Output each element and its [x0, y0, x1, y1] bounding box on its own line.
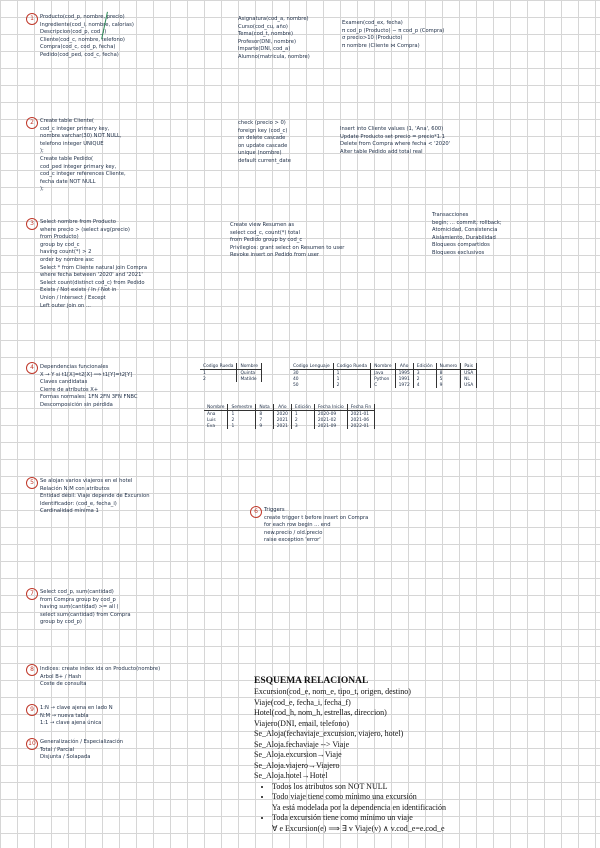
section-number-6: 6 — [250, 506, 262, 518]
note-line: select cod_c, count(*) total — [230, 229, 300, 236]
schema-line: Se_Aloja.fechaviaje --> Viaje — [254, 739, 350, 749]
note-line: order by nombre asc — [40, 256, 94, 263]
note-line: Profesor(DNI, nombre) — [238, 38, 297, 45]
note-line: default current_date — [238, 157, 291, 164]
table-cell: Java — [371, 370, 395, 377]
note-line: Ingrediente(cod_i, nombre, calorias) — [40, 21, 134, 28]
table-cell: 2020-09 — [314, 411, 347, 418]
note-block-9 — [40, 705, 113, 728]
note-line: Bloqueos compartidos — [432, 242, 490, 249]
note-block-3c — [432, 212, 502, 258]
column-header: Edición — [413, 363, 436, 370]
note-line: Delete from Compra where fecha < '2020' — [340, 141, 451, 148]
table-cell: 2021-06 — [347, 417, 374, 423]
table-cell: 2021-02 — [314, 417, 347, 423]
table-cell: 2 — [291, 417, 314, 423]
note-line: Formas normales: 1FN 2FN 3FN FNBC — [40, 394, 138, 401]
table-cell: 1972 — [395, 382, 413, 388]
table-cell: USA — [461, 370, 477, 377]
schema-line: Se_Aloja.viajero→Viajero — [254, 760, 340, 770]
section-number-4: 4 — [26, 362, 38, 374]
table-cell: 3 — [291, 423, 314, 429]
note-block-3b — [230, 222, 344, 260]
note-line: ); — [40, 186, 44, 193]
column-header: Codigo Rueda — [333, 363, 370, 370]
note-block-2c — [340, 126, 450, 156]
note-block-1b — [238, 16, 310, 62]
note-line: Entidad débil: Viaje depende de Excursion — [40, 493, 150, 500]
schema-line: Excursion(cod_e, nom_e, tipo_t, origen, destino) — [254, 687, 411, 696]
table-row — [204, 423, 375, 429]
note-line: Cierre de atributos X+ — [40, 386, 99, 393]
note-block-8 — [40, 666, 160, 689]
note-line: Tema(cod_t, nombre) — [238, 31, 294, 38]
note-line: Claves candidatas — [40, 379, 88, 386]
table-cell: 30 — [290, 370, 333, 377]
note-line: Coste de consulta — [40, 681, 87, 688]
section-number-9: 9 — [26, 704, 38, 716]
note-line: π cod_p (Producto) − π cod_p (Compra) — [342, 27, 445, 34]
note-line: Aislamiento, Durabilidad — [432, 234, 496, 241]
note-line: Select count(distinct cod_c) from Pedido — [40, 279, 145, 286]
table-cell: 8 — [256, 411, 273, 418]
note-block-2 — [40, 118, 126, 194]
table-cell: 2 — [200, 376, 237, 382]
table-cell: 2021-09 — [314, 423, 347, 429]
note-block-7 — [40, 589, 131, 627]
note-line: Select cod_p, sum(cantidad) — [40, 589, 114, 595]
table-cell: Matilde — [237, 376, 261, 382]
note-line: from Compra group by cod_p — [40, 596, 116, 603]
table-cell: USA — [461, 382, 477, 388]
column-header: Fecha Inicio — [314, 404, 347, 411]
note-line: Transacciones — [432, 212, 469, 218]
note-line: nombre varchar(30) NOT NULL, — [40, 133, 122, 140]
note-line: Privilegios: grant select on Resumen to user — [230, 244, 345, 251]
note-line: Create view Resumen as — [230, 222, 295, 228]
note-block-4 — [40, 364, 137, 410]
note-line: Insert into Cliente values (1, 'Ana', 600) — [340, 126, 444, 132]
note-line: Alter table Pedido add total real — [340, 148, 423, 155]
note-block-10 — [40, 739, 123, 762]
table-cell: 2022-01 — [347, 423, 374, 429]
note-line: X → Y si t1[X]=t2[X] ⟹ t1[Y]=t2[Y] — [40, 371, 133, 378]
note-line: σ precio>10 (Producto) — [342, 35, 403, 42]
note-line: cod_c integer references Cliente, — [40, 171, 126, 178]
section-number-5: 5 — [26, 477, 38, 489]
table-cell: 7 — [256, 417, 273, 423]
section-number-7: 7 — [26, 588, 38, 600]
note-line: Producto(cod_p, nombre, precio) — [40, 14, 125, 20]
column-header: Numero — [436, 363, 460, 370]
table-cell: 2021-01 — [347, 411, 374, 418]
table-cell: 3 — [413, 370, 436, 377]
table-cell: 2021 — [273, 417, 291, 423]
note-line: telefono integer UNIQUE — [40, 140, 104, 147]
note-line: 1:N → clave ajena en lado N — [40, 705, 113, 711]
note-line: N:M → nueva tabla — [40, 712, 89, 719]
note-line: 1:1 → clave ajena única — [40, 720, 102, 727]
note-line: cod_c integer primary key, — [40, 125, 110, 132]
table-cell: 2 — [333, 382, 370, 388]
note-line: Asignatura(cod_a, nombre) — [238, 16, 309, 22]
note-line: Exists / Not exists / In / Not in — [40, 287, 117, 294]
note-line: Union / Intersect / Except — [40, 294, 106, 301]
note-line: Update Producto set precio = precio*1.1 — [340, 133, 445, 140]
note-line: check (precio > 0) — [238, 120, 286, 126]
note-block-1 — [40, 14, 134, 60]
note-block-5 — [40, 478, 150, 516]
note-line: Pedido(cod_ped, cod_c, fecha) — [40, 51, 119, 58]
table-ruedas — [200, 363, 262, 382]
table-cell: 1 — [333, 376, 370, 382]
table-notas — [204, 404, 375, 429]
table-cell: 2 — [413, 376, 436, 382]
column-header: Edición — [291, 404, 314, 411]
note-line: Compra(cod_c, cod_p, fecha) — [40, 44, 116, 51]
column-header: Nota — [256, 404, 273, 411]
table-cell: 1 — [333, 370, 370, 377]
note-line: group by cod_c — [40, 241, 80, 248]
section-number-3: 3 — [26, 218, 38, 230]
note-line: on update cascade — [238, 142, 288, 149]
table-cell: Eva — [204, 423, 228, 429]
column-header: Fecha Fin — [347, 404, 374, 411]
table-cell: 1991 — [395, 376, 413, 382]
list-item: Ya está modelada por la dependencia en identificación — [272, 802, 447, 812]
note-line: Disjunta / Solapada — [40, 754, 91, 761]
table-cell: 9 — [436, 382, 460, 388]
note-line: where precio > (select avg(precio) — [40, 226, 130, 233]
relational-schema — [254, 676, 594, 834]
table-cell: Quinta — [237, 370, 261, 377]
note-line: Select * from Cliente natural join Compra — [40, 264, 148, 271]
note-line: on delete cascade — [238, 135, 286, 142]
note-line: Imparte(DNI, cod_a) — [238, 46, 291, 53]
note-line: from Pedido group by cod_c — [230, 237, 303, 244]
note-line: new.precio / old.precio — [264, 529, 323, 536]
note-line: Revoke insert on Pedido from user — [230, 252, 320, 259]
note-line: group by cod_p) — [40, 619, 82, 626]
note-line: Cardinalidad mínima 1 — [40, 508, 99, 515]
constraints-list — [254, 782, 594, 835]
note-line: ); — [40, 148, 44, 155]
schema-line: Se_Aloja(fechaviaje_excursion, viajero, hotel) — [254, 729, 404, 738]
note-line: create trigger t before insert on Compra — [264, 514, 369, 521]
note-line: Examen(cod_ex, fecha) — [342, 20, 403, 26]
note-line: having sum(cantidad) >= all ( — [40, 604, 119, 611]
column-header: Codigo Rueda — [200, 363, 237, 370]
note-block-3 — [40, 219, 147, 310]
table-cell: C — [371, 382, 395, 388]
list-item: • Todo viaje tiene como mínimo una excursión — [272, 792, 594, 803]
section-number-2: 2 — [26, 117, 38, 129]
list-item: • Todos los atributos son NOT NULL — [272, 782, 594, 793]
list-item: • Toda excursión tiene como mínimo un viaje — [272, 813, 594, 824]
table-cell: 1995 — [395, 370, 413, 377]
note-line: π nombre (Cliente ⋈ Compra) — [342, 42, 420, 49]
schema-line: Hotel(cod_h, nom_h, estrellas, direccion) — [254, 708, 387, 717]
note-line: foreign key (cod_c) — [238, 127, 288, 134]
note-line: select sum(cantidad) from Compra — [40, 611, 131, 618]
note-line: Generalización / Especialización — [40, 739, 124, 745]
column-header: Nombre — [371, 363, 395, 370]
table-row — [200, 376, 261, 382]
note-block-1c — [342, 20, 444, 50]
note-line: Cliente(cod_c, nombre, telefono) — [40, 36, 125, 43]
note-line: Curso(cod_cu, año) — [238, 23, 288, 30]
note-line: Indices: create index idx on Producto(nombre) — [40, 666, 161, 672]
note-line: fecha date NOT NULL — [40, 178, 96, 185]
note-block-2b — [238, 120, 291, 166]
table-cell: 2 — [228, 417, 256, 423]
section-number-8: 8 — [26, 664, 38, 676]
table-cell: NL — [461, 376, 477, 382]
table-cell: 8 — [436, 370, 460, 377]
table-cell: Luis — [204, 417, 228, 423]
table-cell: 40 — [290, 376, 333, 382]
table-cell: 2021 — [273, 423, 291, 429]
table-cell: 50 — [290, 382, 333, 388]
note-line: Descripcion(cod_p, cod_i) — [40, 29, 107, 36]
note-line: begin; ... commit; rollback; — [432, 219, 502, 226]
note-line: unique (nombre) — [238, 150, 282, 157]
column-header: Pais — [461, 363, 477, 370]
table-lenguajes — [290, 363, 477, 388]
table-cell: Python — [371, 376, 395, 382]
table-cell: 1 — [291, 411, 314, 418]
note-line: Alumno(matricula, nombre) — [238, 53, 310, 60]
note-line: cod_ped integer primary key, — [40, 163, 117, 170]
schema-line: Viaje(cod_e, fecha_i, fecha_f) — [254, 697, 351, 707]
note-line: where fecha between '2020' and '2021' — [40, 272, 143, 279]
note-line: Arbol B+ / Hash — [40, 673, 82, 680]
note-line: Bloqueos exclusivos — [432, 249, 485, 256]
column-header: Nombre — [237, 363, 261, 370]
column-header: Nombre — [204, 404, 228, 411]
note-line: Relación N:M con atributos — [40, 485, 110, 492]
column-header: Semestre — [228, 404, 256, 411]
column-header: Año — [273, 404, 291, 411]
note-line: Descomposición sin pérdida — [40, 401, 113, 408]
column-header: Codigo Lenguaje — [290, 363, 333, 370]
note-line: Atomicidad, Consistencia — [432, 227, 498, 234]
schema-line: Viajero(DNI, email, telefono) — [254, 718, 350, 728]
table-cell: 5 — [436, 376, 460, 382]
schema-line: Se_Aloja.hotel→Hotel — [254, 771, 328, 780]
schema-title: ESQUEMA RELACIONAL — [254, 676, 369, 686]
note-block-6 — [264, 507, 368, 545]
table-cell: Ana — [204, 411, 228, 418]
column-header: Año — [395, 363, 413, 370]
schema-line: Se_Aloja.excursion→Viaje — [254, 750, 342, 759]
note-line: Identificador: (cod_e, fecha_i) — [40, 500, 117, 507]
table-cell: 4 — [413, 382, 436, 388]
note-line: Triggers — [264, 507, 285, 513]
table-row — [290, 382, 477, 388]
table-cell: 1 — [200, 370, 237, 377]
note-line: Create table Cliente( — [40, 118, 94, 124]
note-line: Create table Pedido( — [40, 155, 94, 162]
note-line: from Producto) — [40, 234, 79, 241]
section-number-10: 10 — [26, 738, 38, 750]
table-cell: 2020 — [273, 411, 291, 418]
note-line: Left outer join on ... — [40, 302, 91, 309]
list-item: ∀ e Excursion(e) ⟹ ∃ v Viaje(v) ∧ v.cod_e=e.cod_e — [272, 823, 445, 833]
section-number-1: 1 — [26, 13, 38, 25]
table-cell: 9 — [256, 423, 273, 429]
table-cell: 1 — [228, 423, 256, 429]
note-line: Se alojan varios viajeros en el hotel — [40, 478, 133, 484]
note-line: for each row begin ... end — [264, 522, 331, 529]
note-line: raise exception 'error' — [264, 537, 321, 544]
note-line: having count(*) > 2 — [40, 249, 92, 256]
note-line: Select nombre from Producto — [40, 219, 116, 225]
note-line: Total / Parcial — [40, 746, 75, 753]
table-cell: 1 — [228, 411, 256, 418]
note-line: Dependencias funcionales — [40, 364, 109, 370]
